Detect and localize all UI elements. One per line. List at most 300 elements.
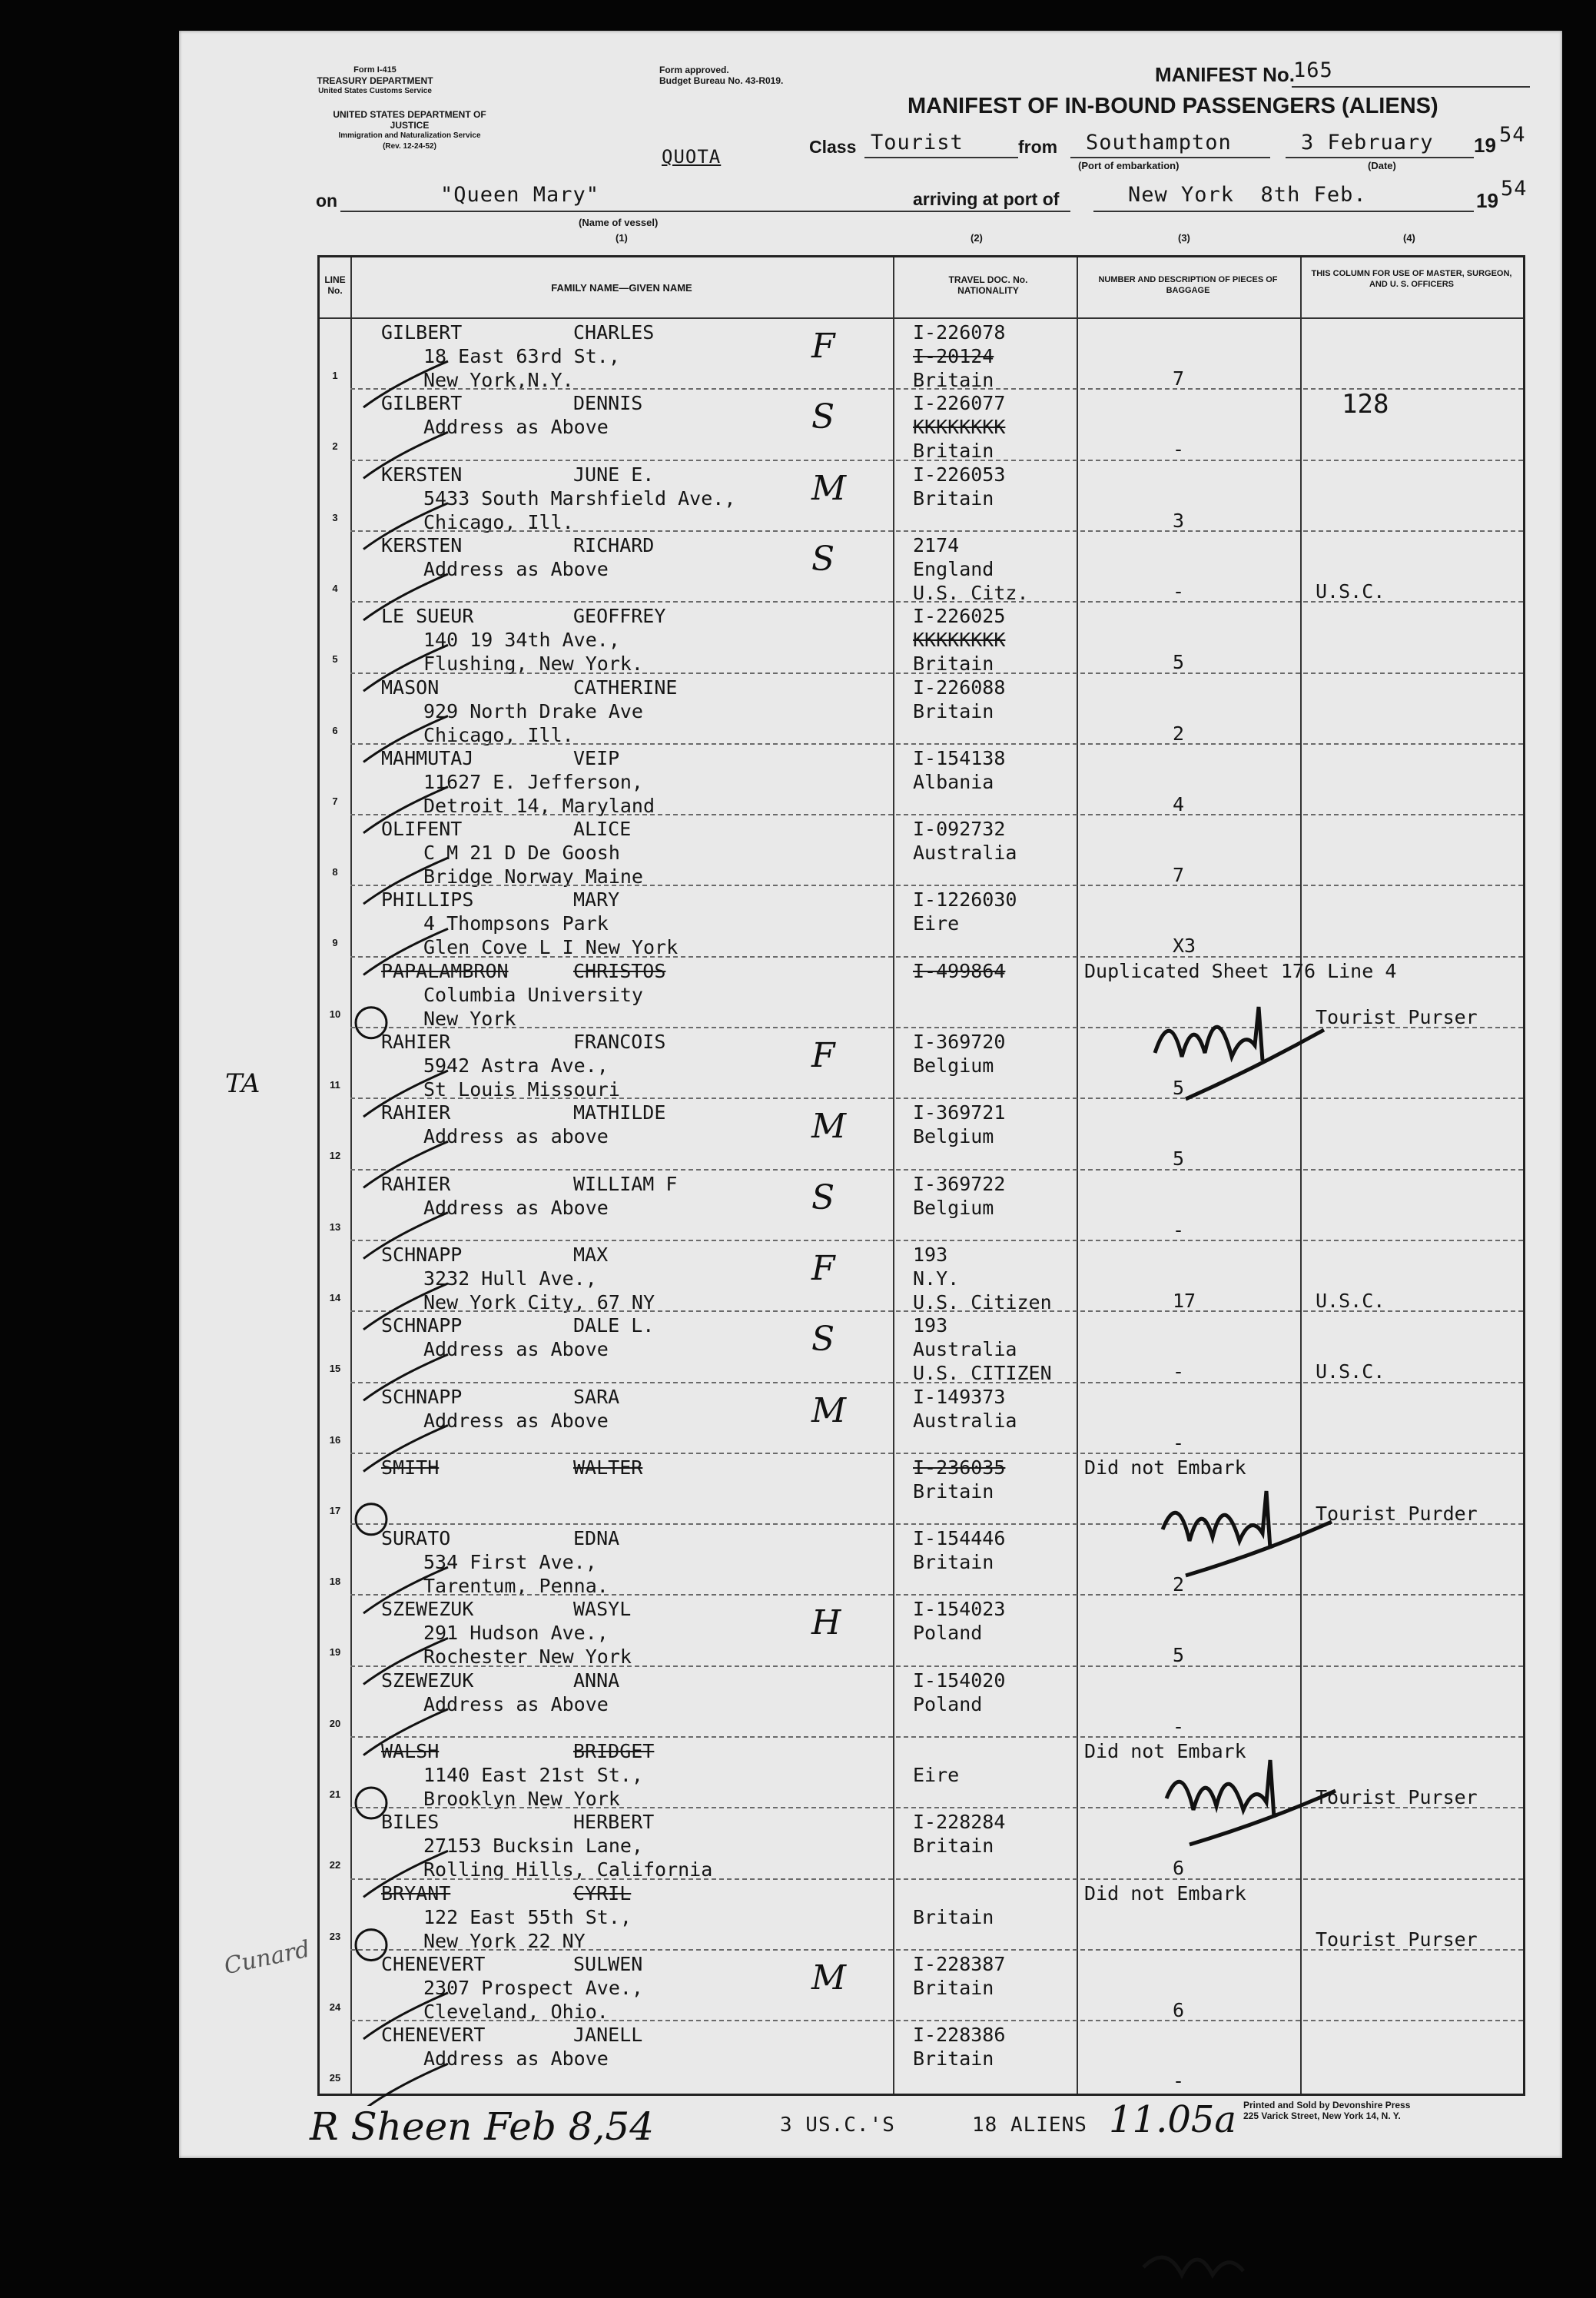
- family-name: SMITH: [381, 1456, 440, 1479]
- address-line: Cleveland, Ohio.: [423, 2000, 609, 2023]
- form-approved: Form approved.: [659, 65, 729, 75]
- ins-line: Immigration and Naturalization Service: [338, 131, 481, 140]
- address-line: Address as Above: [423, 1338, 609, 1361]
- row-divider: [350, 1453, 1523, 1454]
- line-number: 7: [332, 795, 338, 807]
- baggage: 2: [1173, 722, 1185, 745]
- row-divider: [350, 1736, 1523, 1738]
- travel-doc: I-20124: [913, 345, 994, 367]
- printer-imprint: [1243, 2100, 1410, 2121]
- officer-signature: R Sheen Feb 8,54: [310, 2104, 655, 2149]
- baggage: 5: [1173, 1147, 1185, 1171]
- usc-total: 3 US.C.'S: [780, 2114, 895, 2137]
- travel-doc: 2174: [913, 533, 960, 556]
- officer-note: Tourist Purser: [1316, 1005, 1478, 1028]
- handwritten-code: M: [811, 1107, 847, 1147]
- void-circle: [356, 1008, 387, 1038]
- void-circle: [356, 1930, 387, 1961]
- check-mark: [363, 361, 448, 407]
- travel-doc: 193: [913, 1314, 948, 1337]
- travel-doc: I-154023: [913, 1598, 1006, 1621]
- line-number: 18: [329, 1576, 341, 1588]
- family-name: BILES: [381, 1811, 440, 1834]
- travel-doc: 193: [913, 1243, 948, 1266]
- approval-block: [659, 65, 783, 86]
- travel-doc: I-092732: [913, 818, 1006, 841]
- row-divider: [350, 1027, 1523, 1028]
- family-name: SCHNAPP: [381, 1385, 463, 1408]
- family-name: CHENEVERT: [381, 1952, 486, 1975]
- arrival-year-prefix: 19: [1476, 189, 1498, 212]
- col-num-3: (3): [1178, 232, 1190, 244]
- line-number: 13: [329, 1220, 341, 1233]
- col-num-4: (4): [1403, 232, 1415, 244]
- address-line: 2307 Prospect Ave.,: [423, 1976, 643, 1999]
- family-name: PHILLIPS: [381, 888, 474, 912]
- given-name: ALICE: [573, 818, 632, 841]
- year-suffix: 54: [1499, 123, 1526, 147]
- travel-doc: Belgium: [913, 1125, 994, 1148]
- address-line: 291 Hudson Ave.,: [423, 1622, 609, 1645]
- travel-doc: I-226088: [913, 676, 1006, 699]
- address-line: 3232 Hull Ave.,: [423, 1267, 597, 1290]
- given-name: WILLIAM F: [573, 1172, 678, 1195]
- travel-doc: Belgium: [913, 1054, 994, 1077]
- baggage: 5: [1173, 1077, 1185, 1099]
- check-mark: [363, 503, 448, 550]
- family-name: CHENEVERT: [381, 2024, 486, 2047]
- class-label: Class: [809, 137, 857, 157]
- officer-note: U.S.C.: [1316, 1289, 1385, 1312]
- row-divider: [350, 460, 1523, 461]
- check-mark: [363, 787, 448, 833]
- address-line: New York 22 NY: [423, 1929, 586, 1952]
- baggage: 7: [1173, 367, 1185, 390]
- family-name: KERSTEN: [381, 463, 463, 486]
- given-name: RICHARD: [573, 533, 655, 556]
- budget-bureau: Budget Bureau No. 43-R019.: [659, 75, 784, 86]
- check-mark: [363, 1709, 448, 1755]
- from-label: from: [1018, 137, 1058, 157]
- col-header-baggage: NUMBER AND DESCRIPTION OF PIECES OF BAGGAGE: [1098, 275, 1278, 295]
- travel-doc: England: [913, 557, 994, 580]
- line-number: 4: [332, 582, 338, 594]
- address-line: Address as Above: [423, 1409, 609, 1432]
- treasury-dept: TREASURY DEPARTMENT: [317, 75, 433, 86]
- line-number: 25: [329, 2072, 341, 2084]
- travel-doc: Britain: [913, 1976, 994, 1999]
- family-name: KERSTEN: [381, 533, 463, 556]
- class-value: Tourist: [871, 131, 964, 154]
- given-name: EDNA: [573, 1527, 620, 1550]
- row-divider: [350, 1169, 1523, 1171]
- travel-doc: I-149373: [913, 1385, 1006, 1408]
- given-name: MAX: [573, 1243, 609, 1266]
- travel-doc: Britain: [913, 440, 994, 463]
- given-name: ANNA: [573, 1669, 620, 1692]
- address-line: Address as Above: [423, 2047, 609, 2071]
- row-divider: [350, 814, 1523, 815]
- row-divider: [350, 1594, 1523, 1596]
- address-line: Address as Above: [423, 416, 609, 439]
- purser-signature-2: [1147, 1476, 1347, 1629]
- purser-signature-4: [1136, 2237, 1289, 2298]
- row-divider: [350, 1098, 1523, 1099]
- row-divider: [350, 672, 1523, 674]
- baggage: 6: [1173, 1998, 1185, 2021]
- address-line: Flushing, New York.: [423, 653, 643, 676]
- baggage: Did not Embark: [1084, 1456, 1246, 1479]
- family-name: PAPALAMBRON: [381, 959, 509, 982]
- travel-doc: I-226078: [913, 321, 1006, 344]
- given-name: FRANCOIS: [573, 1031, 666, 1053]
- travel-doc: Belgium: [913, 1196, 994, 1219]
- address-line: 18 East 63rd St.,: [423, 345, 620, 367]
- address-line: St Louis Missouri: [423, 1078, 620, 1101]
- cunard-note: Cunard: [221, 1935, 313, 1981]
- row-divider: [350, 1949, 1523, 1951]
- address-line: C M 21 D De Goosh: [423, 842, 620, 865]
- travel-doc: Britain: [913, 699, 994, 722]
- baggage: Did not Embark: [1084, 1881, 1246, 1904]
- check-mark: [363, 858, 448, 904]
- line-number: 21: [329, 1788, 341, 1800]
- given-name: SULWEN: [573, 1952, 643, 1975]
- address-line: Address as Above: [423, 557, 609, 580]
- family-name: RAHIER: [381, 1101, 451, 1124]
- travel-doc: I-226077: [913, 392, 1006, 415]
- manifest-label: MANIFEST No.: [1155, 63, 1295, 86]
- address-line: 929 North Drake Ave: [423, 699, 643, 722]
- manifest-sheet: [179, 31, 1562, 2158]
- travel-doc: Eire: [913, 912, 960, 935]
- family-name: SURATO: [381, 1527, 451, 1550]
- line-number: 17: [329, 1504, 341, 1516]
- family-name: LE SUEUR: [381, 605, 474, 628]
- family-name: OLIFENT: [381, 818, 463, 841]
- officer-note: U.S.C.: [1316, 579, 1385, 603]
- given-name: CHARLES: [573, 321, 655, 344]
- handwritten-code: M: [811, 468, 847, 508]
- line-number: 11: [330, 1079, 340, 1091]
- printer-name: Printed and Sold by Devonshire Press: [1243, 2100, 1411, 2110]
- time-note: 11.05a: [1109, 2098, 1237, 2141]
- justice-block: [317, 109, 502, 152]
- row-divider: [350, 956, 1523, 958]
- given-name: JUNE E.: [573, 463, 655, 486]
- check-mark: [363, 2064, 448, 2106]
- line-number: 1: [332, 370, 338, 381]
- void-circle: [356, 1788, 387, 1818]
- travel-doc: I-154446: [913, 1527, 1006, 1550]
- travel-doc: I-236035: [913, 1456, 1006, 1479]
- given-name: GEOFFREY: [573, 605, 666, 628]
- travel-doc: KKKKKKKK: [913, 629, 1006, 652]
- line-number: 22: [329, 1859, 341, 1871]
- row-divider: [350, 1310, 1523, 1312]
- year-prefix: 19: [1474, 134, 1496, 157]
- given-name: CHRISTOS: [573, 959, 666, 982]
- travel-doc: Britain: [913, 1835, 994, 1858]
- officer-note: Tourist Purser: [1316, 1928, 1478, 1951]
- handwritten-code: F: [811, 327, 835, 366]
- arrival-value: New York 8th Feb.: [1128, 183, 1367, 207]
- line-number: 19: [329, 1646, 341, 1659]
- family-name: SCHNAPP: [381, 1243, 463, 1266]
- row-divider: [350, 530, 1523, 532]
- travel-doc: Britain: [913, 1479, 994, 1503]
- baggage: 5: [1173, 1644, 1185, 1667]
- address-line: Glen Cove L I New York: [423, 936, 679, 959]
- address-line: Chicago, Ill.: [423, 723, 574, 746]
- family-name: SZEWEZUK: [381, 1669, 474, 1692]
- travel-doc: I-369720: [913, 1031, 1006, 1053]
- travel-doc: KKKKKKKK: [913, 416, 1006, 439]
- row-divider: [350, 2020, 1523, 2021]
- purser-signature-1: [1140, 984, 1339, 1137]
- family-name: BRYANT: [381, 1881, 451, 1904]
- family-name: MASON: [381, 676, 440, 699]
- date-caption: (Date): [1368, 160, 1396, 171]
- given-name: BRIDGET: [573, 1740, 655, 1762]
- address-line: 4 Thompsons Park: [423, 912, 609, 935]
- check-mark: [363, 1851, 448, 1897]
- baggage: -: [1173, 1360, 1185, 1383]
- baggage: -: [1173, 579, 1185, 603]
- travel-doc: I-499864: [913, 959, 1006, 982]
- baggage: 2: [1173, 1573, 1185, 1596]
- check-mark: [363, 1141, 448, 1187]
- from-value: Southampton: [1086, 131, 1232, 154]
- baggage: 17: [1173, 1289, 1196, 1312]
- travel-doc: Albania: [913, 770, 994, 793]
- given-name: WASYL: [573, 1598, 632, 1621]
- travel-doc: Eire: [913, 1764, 960, 1786]
- check-mark: [363, 716, 448, 762]
- family-name: MAHMUTAJ: [381, 746, 474, 769]
- handwritten-code: F: [811, 1036, 835, 1075]
- travel-doc: Poland: [913, 1692, 983, 1715]
- address-line: New York: [423, 1007, 516, 1030]
- address-line: Chicago, Ill.: [423, 510, 574, 533]
- quota-label: QUOTA: [662, 146, 722, 168]
- justice-dept: UNITED STATES DEPARTMENT OF JUSTICE: [333, 109, 486, 131]
- travel-doc: Britain: [913, 369, 994, 391]
- line-number: 16: [329, 1433, 341, 1446]
- address-line: 5942 Astra Ave.,: [423, 1054, 609, 1077]
- baggage: -: [1173, 1218, 1185, 1241]
- row-divider: [350, 743, 1523, 745]
- family-name: RAHIER: [381, 1172, 451, 1195]
- line-number: 12: [329, 1150, 341, 1162]
- travel-doc: I-228386: [913, 2024, 1006, 2047]
- given-name: VEIP: [573, 746, 620, 769]
- address-line: Columbia University: [423, 983, 643, 1006]
- family-name: WALSH: [381, 1740, 440, 1762]
- handwritten-code: S: [811, 397, 835, 437]
- baggage: 5: [1173, 651, 1185, 674]
- given-name: CATHERINE: [573, 676, 678, 699]
- address-line: New York,N.Y.: [423, 369, 574, 391]
- travel-doc: I-226053: [913, 463, 1006, 486]
- travel-doc: N.Y.: [913, 1267, 960, 1290]
- travel-doc: I-228387: [913, 1952, 1006, 1975]
- handwritten-code: S: [811, 539, 835, 579]
- travel-doc: U.S. CITIZEN: [913, 1362, 1052, 1385]
- line-number: 8: [332, 866, 338, 878]
- travel-doc: Britain: [913, 1905, 994, 1928]
- travel-doc: Britain: [913, 2047, 994, 2071]
- address-line: 1140 East 21st St.,: [423, 1764, 643, 1786]
- travel-doc: I-154020: [913, 1669, 1006, 1692]
- given-name: CYRIL: [573, 1881, 632, 1904]
- col-header-officers: THIS COLUMN FOR USE OF MASTER, SURGEON, AND U. S. OFFICERS: [1311, 269, 1512, 289]
- baggage: -: [1173, 1715, 1185, 1738]
- given-name: SARA: [573, 1385, 620, 1408]
- col-header-line-no: LINE No.: [324, 274, 346, 296]
- baggage: -: [1173, 2070, 1185, 2093]
- check-mark: [363, 1993, 448, 2039]
- travel-doc: Britain: [913, 653, 994, 676]
- travel-doc: I-228284: [913, 1811, 1006, 1834]
- handwritten-code: F: [811, 1248, 835, 1288]
- handwritten-code: H: [811, 1603, 841, 1643]
- line-number: 5: [332, 653, 338, 666]
- row-divider: [350, 885, 1523, 886]
- family-name: GILBERT: [381, 321, 463, 344]
- line-number: 9: [332, 937, 338, 949]
- handwritten-code: M: [811, 1958, 847, 1997]
- family-name: SCHNAPP: [381, 1314, 463, 1337]
- baggage: 6: [1173, 1857, 1185, 1880]
- baggage: 7: [1173, 864, 1185, 887]
- manifest-number: 165: [1293, 58, 1333, 82]
- address-line: Address as Above: [423, 1692, 609, 1715]
- printer-address: 225 Varick Street, New York 14, N. Y.: [1243, 2110, 1401, 2121]
- line-number: 3: [332, 511, 338, 523]
- given-name: WALTER: [573, 1456, 643, 1479]
- officer-note: Tourist Purder: [1316, 1502, 1478, 1525]
- family-name: SZEWEZUK: [381, 1598, 474, 1621]
- handwritten-code: M: [811, 1390, 847, 1430]
- vessel-name: "Queen Mary": [440, 183, 600, 207]
- address-line: Detroit 14, Maryland: [423, 794, 655, 817]
- baggage: 4: [1173, 792, 1185, 815]
- travel-doc: Australia: [913, 842, 1017, 865]
- margin-note: TA: [225, 1068, 260, 1099]
- given-name: HERBERT: [573, 1811, 655, 1834]
- row-divider: [350, 1382, 1523, 1383]
- travel-doc: I-369722: [913, 1172, 1006, 1195]
- arriving-label: arriving at port of: [913, 189, 1060, 209]
- col-num-2: (2): [971, 232, 983, 244]
- check-mark: [363, 1071, 448, 1117]
- address-line: 5433 South Marshfield Ave.,: [423, 486, 736, 510]
- line-number: 23: [329, 1930, 341, 1942]
- given-name: DENNIS: [573, 392, 643, 415]
- travel-doc: Britain: [913, 486, 994, 510]
- check-mark: [363, 1354, 448, 1400]
- address-line: 140 19 34th Ave.,: [423, 629, 620, 652]
- address-line: 11627 E. Jefferson,: [423, 770, 643, 793]
- travel-doc: Australia: [913, 1338, 1017, 1361]
- col-header-travel-doc: TRAVEL DOC. No. NATIONALITY: [948, 274, 1028, 296]
- handwritten-code: S: [811, 1320, 835, 1360]
- address-line: Bridge Norway Maine: [423, 865, 643, 888]
- rev-line: (Rev. 12-24-52): [383, 142, 436, 151]
- address-line: Rolling Hills, California: [423, 1858, 713, 1881]
- check-mark: [363, 1638, 448, 1684]
- form-number: Form I-415: [353, 65, 397, 75]
- officer-note: 128: [1342, 389, 1389, 420]
- travel-doc: I-369721: [913, 1101, 1006, 1124]
- travel-doc: I-1226030: [913, 888, 1017, 912]
- arrival-year-suffix: 54: [1501, 177, 1528, 201]
- baggage: Did not Embark: [1084, 1740, 1246, 1762]
- line-number: 10: [329, 1008, 341, 1020]
- baggage: Duplicated Sheet 176 Line 4: [1084, 959, 1397, 982]
- vessel-caption: (Name of vessel): [579, 217, 659, 228]
- given-name: JANELL: [573, 2024, 643, 2047]
- address-line: Brooklyn New York: [423, 1788, 620, 1810]
- check-mark: [363, 1426, 448, 1472]
- travel-doc: U.S. Citizen: [913, 1290, 1052, 1313]
- line-number: 15: [329, 1363, 341, 1375]
- purser-signature-3: [1151, 1745, 1351, 1898]
- address-line: 534 First Ave.,: [423, 1551, 597, 1574]
- family-name: RAHIER: [381, 1031, 451, 1053]
- line-number: 24: [329, 2001, 341, 2013]
- travel-doc: Britain: [913, 1551, 994, 1574]
- check-mark: [363, 645, 448, 691]
- baggage: 3: [1173, 509, 1185, 532]
- check-mark: [363, 1283, 448, 1330]
- check-mark: [363, 1567, 448, 1613]
- check-mark: [363, 928, 448, 975]
- check-mark: [363, 432, 448, 478]
- line-number: 14: [329, 1291, 341, 1303]
- handwritten-code: S: [811, 1177, 835, 1217]
- address-line: Tarentum, Penna.: [423, 1575, 609, 1598]
- address-line: Rochester New York: [423, 1645, 632, 1669]
- travel-doc: Poland: [913, 1622, 983, 1645]
- check-marks: [348, 323, 456, 2106]
- address-line: 27153 Bucksin Lane,: [423, 1835, 643, 1858]
- row-divider: [350, 1665, 1523, 1667]
- customs-service: United States Customs Service: [318, 87, 432, 95]
- row-divider: [350, 1240, 1523, 1241]
- col-num-1: (1): [616, 232, 628, 244]
- officer-note: Tourist Purser: [1316, 1786, 1478, 1808]
- row-divider: [350, 1523, 1523, 1525]
- address-line: Address as above: [423, 1125, 609, 1148]
- manifest-title: MANIFEST OF IN-BOUND PASSENGERS (ALIENS): [907, 94, 1438, 118]
- check-mark: [363, 1213, 448, 1259]
- travel-doc: Australia: [913, 1409, 1017, 1432]
- form-id-block: [302, 65, 448, 97]
- address-line: Address as Above: [423, 1196, 609, 1219]
- travel-doc: I-226025: [913, 605, 1006, 628]
- given-name: MARY: [573, 888, 620, 912]
- given-name: MATHILDE: [573, 1101, 666, 1124]
- travel-doc: U.S. Citz.: [913, 581, 1029, 604]
- line-number: 20: [329, 1717, 341, 1729]
- line-number: 2: [332, 440, 338, 453]
- officer-note: U.S.C.: [1316, 1360, 1385, 1383]
- row-divider: [350, 601, 1523, 603]
- col-header-name: FAMILY NAME—GIVEN NAME: [551, 282, 692, 294]
- travel-doc: I-154138: [913, 746, 1006, 769]
